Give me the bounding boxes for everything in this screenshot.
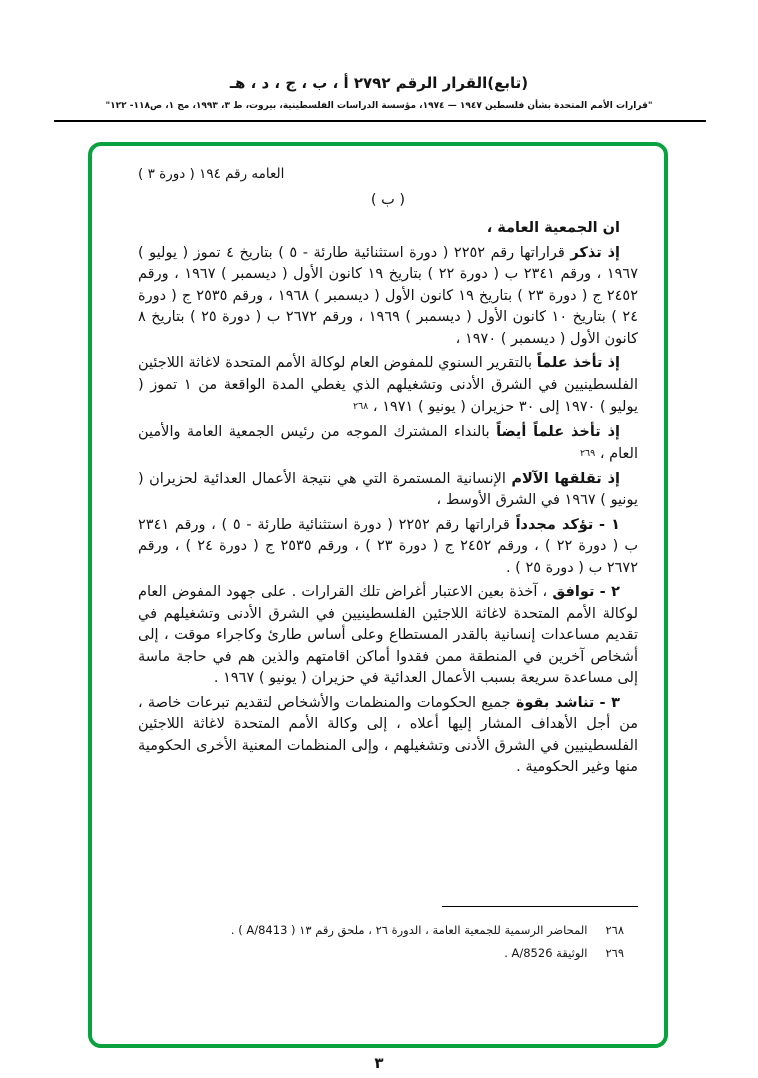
content-frame [88, 142, 668, 1048]
footnote-number: ٢٦٨ [605, 923, 624, 937]
item-lead: تؤكد مجدداً [515, 516, 594, 533]
operative-item-1 [138, 515, 638, 580]
item-number: ٢ - [599, 584, 620, 600]
operative-item-2 [138, 582, 638, 690]
paragraph-lead: إذ تذكر [570, 244, 621, 261]
footnote-text: المحاضر الرسمية للجمعية العامة ، الدورة ٢٦ ، ملحق رقم ١٣ ( A/8413 ) . [230, 923, 588, 937]
item-number: ٣ - [599, 694, 621, 711]
paragraph-text: بالتقرير السنوي للمفوض العام لوكالة الأمم المتحدة لاغاثة اللاجئين الفلسطينيين في الشرق الأدنى وتشغيلهم الذي يغطي المدة الواقعة من ١ تموز ( يوليو ) ١٩٧٠ إلى ٣٠ حزيران ( يونيو ) ١٩٧١ ، [138, 355, 638, 415]
page-header [0, 74, 758, 111]
paragraph-text: قراراتها رقم ٢٢٥٢ ( دورة استثنائية طارئة - ٥ ) بتاريخ ٤ تموز ( يوليو ) ١٩٦٧ ، ورقم ٢٣٤١ ب ( دورة ٢٢ ) بتاريخ ١٩ كانون الأول ( ديسمبر ) ١٩٦٧ ، ورقم ٢٤٥٢ ج ( دورة ٢٣ ) بتاريخ ١٩ كانون الأول ( ديسمبر ) ١٩٦٨ ، ورقم ٢٥٣٥ ج ( دورة ٢٤ ) بتاريخ ١٠ كانون الأول ( ديسمبر ) ١٩٦٩ ، ورقم ٢٦٧٢ ب ( دورة ٢٥ ) بتاريخ ٨ كانون الأول ( ديسمبر ) ١٩٧٠ ، [138, 244, 639, 347]
resolution-body [92, 146, 664, 779]
resolution-title: (تابع)القرار الرقم ٢٧٩٢ أ ، ب ، ج ، د ، هـ [229, 74, 529, 92]
footnote-text: الوثيقة A/8526 . [504, 946, 588, 960]
preamble-paragraph-2 [138, 353, 638, 419]
item-lead: تناشد بقوة [515, 694, 595, 711]
footnote-number: ٢٦٩ [605, 946, 624, 960]
preamble-paragraph-3 [138, 422, 638, 466]
operative-item-3 [138, 693, 638, 779]
paragraph-lead: إذ تأخذ علماً [536, 355, 620, 371]
continuation-line: العامه رقم ١٩٤ ( دورة ٣ ) [138, 166, 285, 182]
section-marker: ( ب ) [370, 191, 406, 208]
footnote-row-2 [138, 942, 638, 965]
item-text: قراراتها رقم ٢٢٥٢ ( دورة استثنائية طارئة - ٥ ) ، ورقم ٢٣٤١ ب ( دورة ٢٢ ) ، ورقم ٢٤٥٢ ج ( دورة ٢٣ ) ، ورقم ٢٥٣٥ ج ( دورة ٢٤ ) ، ورقم ٢٦٧٢ ب ( دورة ٢٥ ) . [138, 516, 639, 576]
item-text: ، آخذة بعين الاعتبار أغراض تلك القرارات . على جهود المفوض العام لوكالة الأمم المتحدة لاغاثة اللاجئين الفلسطينيين في الشرق الأدنى وتشغيلهم في تقديم مساعدات إنسانية بالقدر المستطاع وعلى أساس طارئ وكاجراء موقت ، إلى أشخاص آخرين في المنطقة ممن فقدوا أماكن اقامتهم والذين هم في حاجة ماسة إلى مساعدة سريعة بسبب الأعمال العدائية في حزيران ( يونيو ) ١٩٦٧ . [138, 584, 638, 686]
page-number: ٣ [374, 1054, 384, 1072]
paragraph-lead: إذ تقلقها الآلام [511, 470, 621, 487]
footnote-ref: ٢٦٨ [352, 401, 369, 412]
opening-line: ان الجمعية العامة ، [486, 220, 620, 236]
footnote-ref: ٢٦٩ [579, 448, 596, 459]
item-number: ١ - [599, 516, 621, 533]
paragraph-text: بالنداء المشترك الموجه من رئيس الجمعية العامة والأمين العام ، [138, 423, 638, 462]
footnote-divider [442, 906, 638, 907]
source-citation: "قرارات الأمم المتحدة بشأن فلسطين ١٩٤٧ — ١٩٧٤، مؤسسة الدراسات الفلسطينية، بيروت، ط ٣، ١٩٩٣، مج ١، ص١١٨- ١٢٢" [105, 101, 653, 111]
header-divider [54, 120, 706, 122]
paragraph-text: الإنسانية المستمرة التي هي نتيجة الأعمال العدائية لحزيران ( يونيو ) ١٩٦٧ في الشرق الأوسط ، [138, 470, 638, 508]
paragraph-lead: إذ تأخذ علماً أيضاً [496, 423, 620, 440]
item-text: جميع الحكومات والمنظمات والأشخاص لتقديم تبرعات خاصة ، من أجل الأهداف المشار إليها أعلاه ، إلى وكالة الأمم المتحدة لاغاثة اللاجئين الفلسطينيين في الشرق الأدنى وتشغيلهم ، وإلى المنظمات المعنية الأخرى الحكومية منها وغير الحكومية . [138, 694, 638, 775]
footnote-row-1 [138, 919, 638, 942]
preamble-paragraph-4 [138, 469, 638, 512]
footnotes [138, 906, 638, 965]
item-lead: توافق [552, 584, 595, 600]
preamble-paragraph-1 [138, 243, 638, 351]
